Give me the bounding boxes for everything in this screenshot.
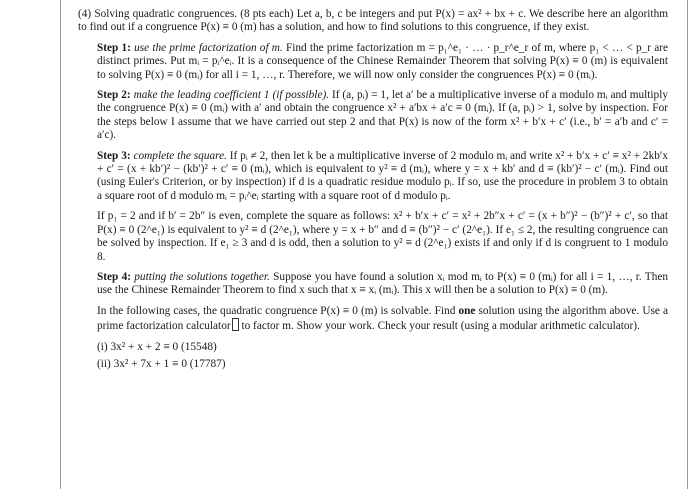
- question-ii-text: (ii) 3x² + 7x + 1 ≡ 0 (17787): [97, 357, 226, 370]
- step-1: [78, 42, 668, 82]
- problem-intro-text: (4) Solving quadratic congruences. (8 pts each) Let a, b, c be integers and put P(x) = ax² + bx + c. We describe here an algorithm to find out if a congruence P(x) ≡ 0 (m) has a solution, and how to find solutions to this congruence, if they exist.: [78, 8, 668, 34]
- step-2-lead: make the leading coefficient 1 (if possible).: [133, 89, 330, 102]
- closing-after-cursor: to factor m. Show your work. Check your result (using a modular arithmetic calculator).: [238, 320, 640, 333]
- step-1-text: Find the prime factorization m = p₁^e₁ · … · p_r^e_r of m, where p₁ < … < p_r are distinct primes. Put mᵢ = pᵢ^eᵢ. It is a consequence of the Chinese Remainder Theorem that solving P(x) ≡ 0 (m) is equivalent to solving P(x) ≡ 0 (mᵢ) for all i = 1, …, r. Therefore, we will now only consider the congruences P(x) ≡ 0 (mᵢ).: [97, 41, 669, 81]
- problem-intro: [78, 8, 668, 35]
- closing-one: one: [458, 304, 476, 317]
- closing-before: In the following cases, the quadratic congruence P(x) ≡ 0 (m) is solvable. Find: [97, 304, 459, 317]
- document-content: [78, 8, 668, 375]
- step-4: [78, 271, 668, 298]
- step-3-lead: complete the square.: [133, 149, 227, 162]
- step-2-text: If (a, pᵢ) = 1, let a′ be a multiplicative inverse of a modulo mᵢ and multiply the congruence P(x) ≡ 0 (mᵢ) with a′ and obtain the congruence x² + a′bx + a′c ≡ 0 (mᵢ). If (a, pᵢ) > 1, solve by inspection. For the steps below I assume that we have carried out step 2 and that P(x) is now of the form x² + b′x + c′ (i.e., b′ = a′b and c′ = a′c).: [97, 89, 668, 142]
- closing-after: solution using the algorithm above. Use a prime factorization calculator: [97, 304, 668, 333]
- step-4-heading: Step 4:: [97, 270, 132, 283]
- step-2-heading: Step 2:: [97, 89, 131, 102]
- closing-instructions: [78, 305, 668, 334]
- p2-case-text: If p₁ = 2 and if b′ = 2b″ is even, complete the square as follows: x² + b′x + c′ = x² + 2b″x + c′ = (x + b″)² − (b″)² + c′, so that P(x) ≡ 0 (2^e₁) is equivalent to y² ≡ d (2^e₁), where y = x + b″ and d ≡ (b″)² − c′ (2^e₁). If e₁ ≤ 2, the resulting congruence can be solved by inspection. If e₁ ≥ 3 and d is odd, then a solution to y² ≡ d (2^e₁) exists if and only if d is congruent to 1 modulo 8.: [97, 210, 668, 263]
- step-4-lead: putting the solutions together.: [134, 270, 270, 283]
- step-3: [78, 150, 668, 204]
- question-i: [97, 341, 668, 354]
- question-ii: [97, 358, 668, 371]
- text-cursor[interactable]: [232, 318, 239, 331]
- step-1-heading: Step 1:: [97, 41, 131, 54]
- step-3-heading: Step 3:: [97, 149, 131, 162]
- step-3-text: If pᵢ ≠ 2, then let k be a multiplicative inverse of 2 modulo mᵢ and write x² + b′x + c′ ≡ x² + 2kb′x + c′ = (x + kb′)² − (kb′)² + c′ ≡ 0 (mᵢ), which is equivalent to y² ≡ d (mᵢ), where y = x + kb′ and d ≡ (kb′)² − c′ (mᵢ). Find out (using Euler's Criterion, or by inspection) if d is a quadratic residue modulo pᵢ. If so, use the procedure in problem 3 to obtain a square root of d modulo mᵢ = pᵢ^eᵢ starting with a square root of d modulo pᵢ.: [97, 149, 668, 202]
- question-i-text: (i) 3x² + x + 2 ≡ 0 (15548): [97, 340, 217, 353]
- step-2: [78, 89, 668, 143]
- step-4-text: Suppose you have found a solution xᵢ mod mᵢ to P(x) ≡ 0 (mᵢ) for all i = 1, …, r. Then use the Chinese Remainder Theorem to find x such that x ≡ xᵢ (mᵢ). This x will then be a solution to P(x) ≡ 0 (m).: [97, 270, 669, 297]
- step-3-p2-case: [78, 210, 668, 264]
- step-1-lead: use the prime factorization of m.: [134, 41, 283, 54]
